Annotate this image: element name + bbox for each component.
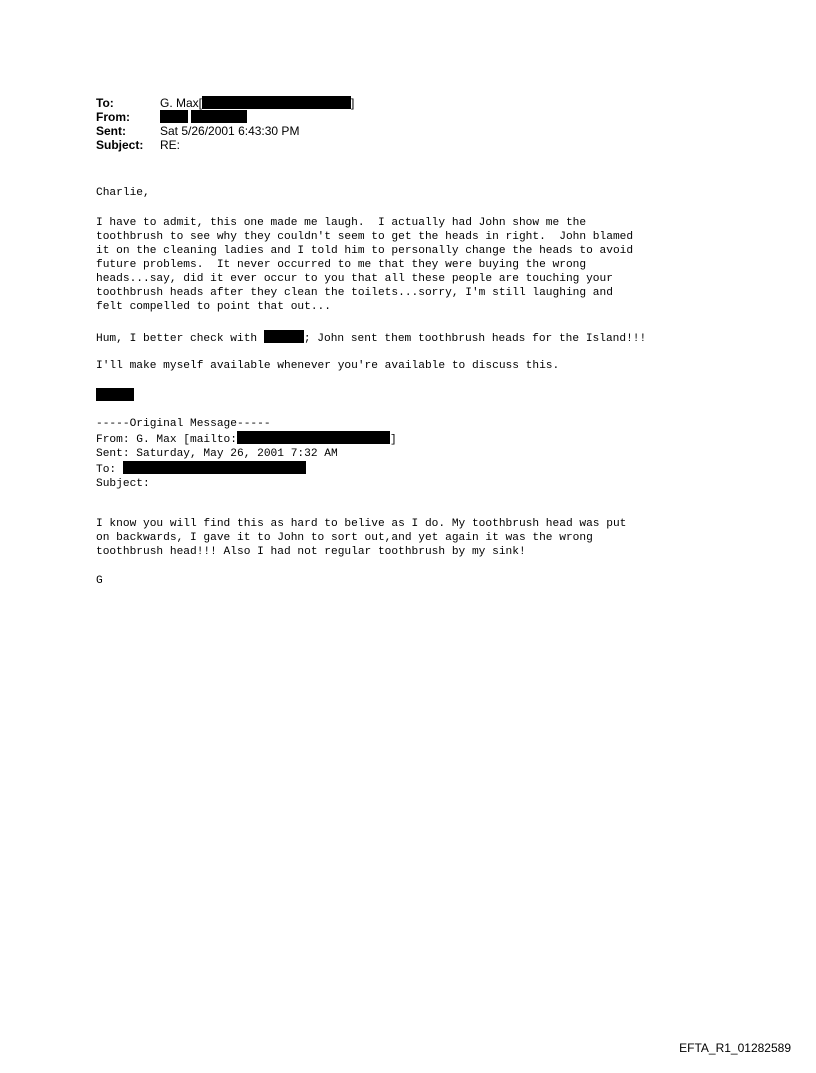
para2-start: Hum, I better check with xyxy=(96,333,264,345)
original-body xyxy=(96,517,626,559)
original-from xyxy=(96,431,397,447)
to-label: To: xyxy=(96,96,114,110)
signature-redaction xyxy=(96,388,134,401)
original-signoff: G xyxy=(96,575,103,587)
body-line: I have to admit, this one made me laugh. I actually had John show me the xyxy=(96,217,587,229)
body-line: I know you will find this as hard to belive as I do. My toothbrush head was put xyxy=(96,518,627,530)
original-sent: Sent: Saturday, May 26, 2001 7:32 AM xyxy=(96,448,338,460)
from-label: From: xyxy=(96,110,130,124)
para2-end: ; John sent them toothbrush heads for the Island!!! xyxy=(303,333,647,345)
body-line: on backwards, I gave it to John to sort out,and yet again it was the wrong xyxy=(96,532,593,544)
greeting: Charlie, xyxy=(96,187,150,199)
subject-label: Subject: xyxy=(96,138,144,152)
body-line: toothbrush heads after they clean the toilets...sorry, I'm still laughing and xyxy=(96,287,613,299)
original-from-suffix: ] xyxy=(390,434,397,446)
reply-paragraph-2 xyxy=(96,330,646,346)
body-line: toothbrush to see why they couldn't seem to get the heads in right. John blamed xyxy=(96,231,634,243)
redaction-bar xyxy=(160,110,188,123)
to-close: ] xyxy=(351,96,355,110)
original-to xyxy=(96,461,397,477)
body-line: heads...say, did it ever occur to you that all these people are touching your xyxy=(96,273,613,285)
to-name: G. Max[ xyxy=(160,96,203,110)
original-divider: -----Original Message----- xyxy=(96,418,271,430)
original-message-header xyxy=(96,417,397,491)
original-subject: Subject: xyxy=(96,478,150,490)
original-from-prefix: From: G. Max [mailto: xyxy=(96,434,237,446)
from-value xyxy=(160,110,247,124)
body-line: future problems. It never occurred to me that they were buying the wrong xyxy=(96,259,587,271)
reply-paragraph-3: I'll make myself available whenever you're available to discuss this. xyxy=(96,360,560,372)
redaction-bar xyxy=(202,96,351,109)
redaction-bar xyxy=(96,388,134,401)
document-id: EFTA_R1_01282589 xyxy=(679,1041,791,1055)
redaction-bar xyxy=(191,110,247,123)
original-to-label: To: xyxy=(96,464,123,476)
reply-paragraph-1 xyxy=(96,216,633,314)
redaction-bar xyxy=(264,330,304,343)
redaction-bar xyxy=(123,461,306,474)
sent-label: Sent: xyxy=(96,124,126,138)
subject-value: RE: xyxy=(160,138,181,152)
body-line: it on the cleaning ladies and I told him to personally change the heads to avoid xyxy=(96,245,634,257)
sent-value: Sat 5/26/2001 6:43:30 PM xyxy=(160,124,300,138)
body-line: felt compelled to point that out... xyxy=(96,301,331,313)
redaction-bar xyxy=(237,431,390,444)
body-line: toothbrush head!!! Also I had not regular toothbrush by my sink! xyxy=(96,546,526,558)
to-value xyxy=(160,96,354,110)
